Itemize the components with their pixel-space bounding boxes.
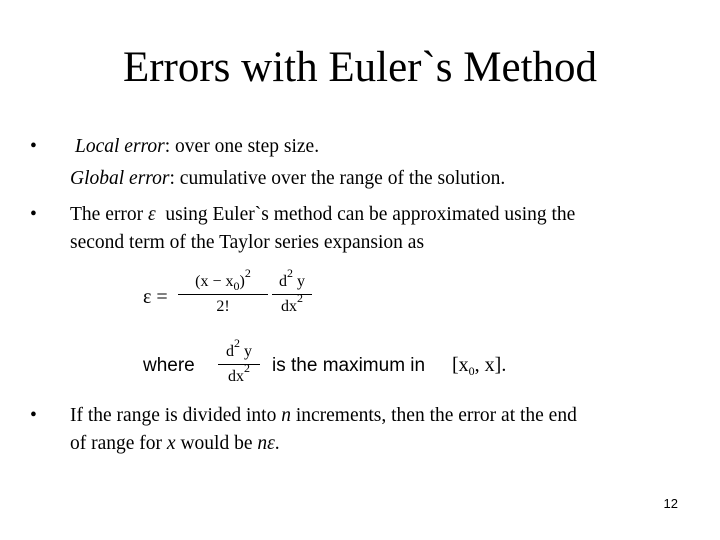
text-segment: y xyxy=(293,273,305,290)
text-segment: of range for xyxy=(70,433,167,454)
text-segment: 2 xyxy=(297,291,303,305)
text-segment: d xyxy=(279,273,287,290)
bullet-euler-error-line1 xyxy=(70,203,575,227)
text-segment: dx xyxy=(281,298,297,315)
var-x: x xyxy=(166,433,176,454)
eq-fraction-3-den xyxy=(218,361,260,389)
eq-fraction-2-den xyxy=(272,291,312,319)
eq-fraction-1-den: 2! xyxy=(216,298,230,315)
slide-title: Errors with Euler`s Method xyxy=(122,44,598,91)
bullet-local-error xyxy=(75,135,319,159)
eq-is-maximum: is the maximum in xyxy=(272,355,426,376)
var-n-epsilon: nε xyxy=(257,433,275,454)
bullet-marker: • xyxy=(30,136,37,157)
eq-fraction-2-num xyxy=(272,266,312,294)
text-segment: , x]. xyxy=(474,354,507,376)
eq-fraction-2 xyxy=(272,266,312,319)
text-segment: 2 xyxy=(234,336,240,350)
text-segment: If the range is divided into xyxy=(70,405,282,426)
text-segment: dx xyxy=(228,368,244,385)
text-segment: 2 xyxy=(244,361,250,375)
global-error-text: : cumulative over the range of the solution. xyxy=(169,168,506,189)
text-segment: [x xyxy=(452,354,469,376)
var-n: n xyxy=(281,405,291,426)
term-global-error: Global error xyxy=(70,168,170,189)
text-segment: 0 xyxy=(468,364,475,378)
bullet-range-line2 xyxy=(70,432,280,456)
text-segment: . xyxy=(274,433,280,454)
bullet-range-line1 xyxy=(70,404,577,428)
text-segment: would be xyxy=(175,433,258,454)
text-segment: y xyxy=(240,343,252,360)
eq-where: where xyxy=(143,355,195,376)
term-local-error: Local error xyxy=(75,136,165,157)
epsilon-symbol: ε xyxy=(147,204,156,225)
text-segment: 2 xyxy=(244,266,251,280)
bullet-global-error xyxy=(70,167,505,191)
eq-interval xyxy=(452,354,506,377)
text-segment: 2 xyxy=(287,266,293,280)
bullet-marker: • xyxy=(30,405,37,426)
text-segment: ) xyxy=(239,273,245,290)
local-error-text: : over one step size. xyxy=(164,136,320,157)
eq-fraction-1-num xyxy=(178,266,268,294)
text-segment: (x − x xyxy=(195,273,234,290)
text-segment: 0 xyxy=(233,279,240,293)
eq-fraction-3-num xyxy=(218,336,260,364)
text-segment: increments, then the error at the end xyxy=(290,405,577,426)
text-segment: The error xyxy=(70,204,148,225)
bullet-euler-error-line2: second term of the Taylor series expansion as xyxy=(70,232,425,253)
text-segment: d xyxy=(226,343,234,360)
eq-fraction-1 xyxy=(178,266,268,319)
eq-fraction-3 xyxy=(218,336,260,389)
eq-lhs: ε = xyxy=(143,286,168,308)
page-number: 12 xyxy=(663,496,678,511)
text-segment: using Euler`s method can be approximated using the xyxy=(155,204,576,225)
bullet-marker: • xyxy=(30,204,37,225)
